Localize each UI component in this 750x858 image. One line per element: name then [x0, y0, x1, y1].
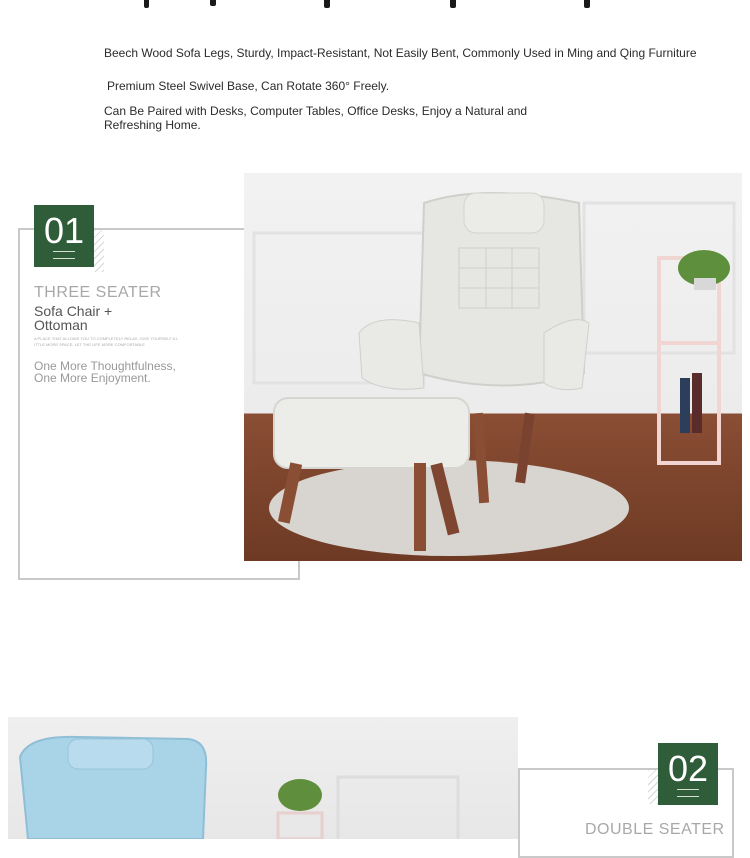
section1-category: THREE SEATER [34, 284, 162, 301]
section1-small-line1: A PLACE THAT ALLOWS YOU TO COMPLETELY RELAX, GIVE YOURSELF A L [34, 336, 179, 341]
feature-line-base: Premium Steel Swivel Base, Can Rotate 360° Freely. [107, 79, 390, 93]
section1-title-line1: Sofa Chair + [34, 303, 113, 319]
section1-title-line2: Ottoman [34, 317, 88, 333]
feature-line-pairing [104, 104, 704, 132]
section1-tagline-line1: One More Thoughtfulness, [34, 359, 176, 373]
product-photo-blue-chair [8, 717, 518, 839]
section2-number: 02 [667, 748, 709, 789]
cropped-headline-graphic [110, 0, 650, 14]
wave-icon [53, 251, 75, 259]
gray-chair-illustration [244, 173, 742, 561]
section1-hatch [94, 230, 104, 272]
feature-line-pairing-2: Refreshing Home. [104, 118, 201, 132]
section1-tagline-line2: One More Enjoyment. [34, 371, 151, 385]
section1-tagline [34, 360, 176, 384]
section2-category: DOUBLE SEATER [585, 821, 725, 838]
section2-number-badge [658, 743, 718, 805]
feature-line-legs: Beech Wood Sofa Legs, Sturdy, Impact-Resistant, Not Easily Bent, Commonly Used in Ming and Qing Furniture [104, 46, 697, 60]
feature-line-pairing-1: Can Be Paired with Desks, Computer Tables, Office Desks, Enjoy a Natural and [104, 104, 528, 118]
wave-icon [677, 789, 699, 797]
section1-title [34, 304, 112, 332]
product-photo-gray-chair [244, 173, 742, 561]
section2-hatch [648, 770, 658, 804]
section1-small-print [34, 336, 204, 348]
section1-small-line2: ITTLE MORE SPACE, LET THE LIFE MORE COMFORTABLE [34, 342, 145, 347]
section1-number: 01 [43, 210, 85, 251]
section1-number-badge [34, 205, 94, 267]
blue-chair-illustration [8, 717, 518, 839]
